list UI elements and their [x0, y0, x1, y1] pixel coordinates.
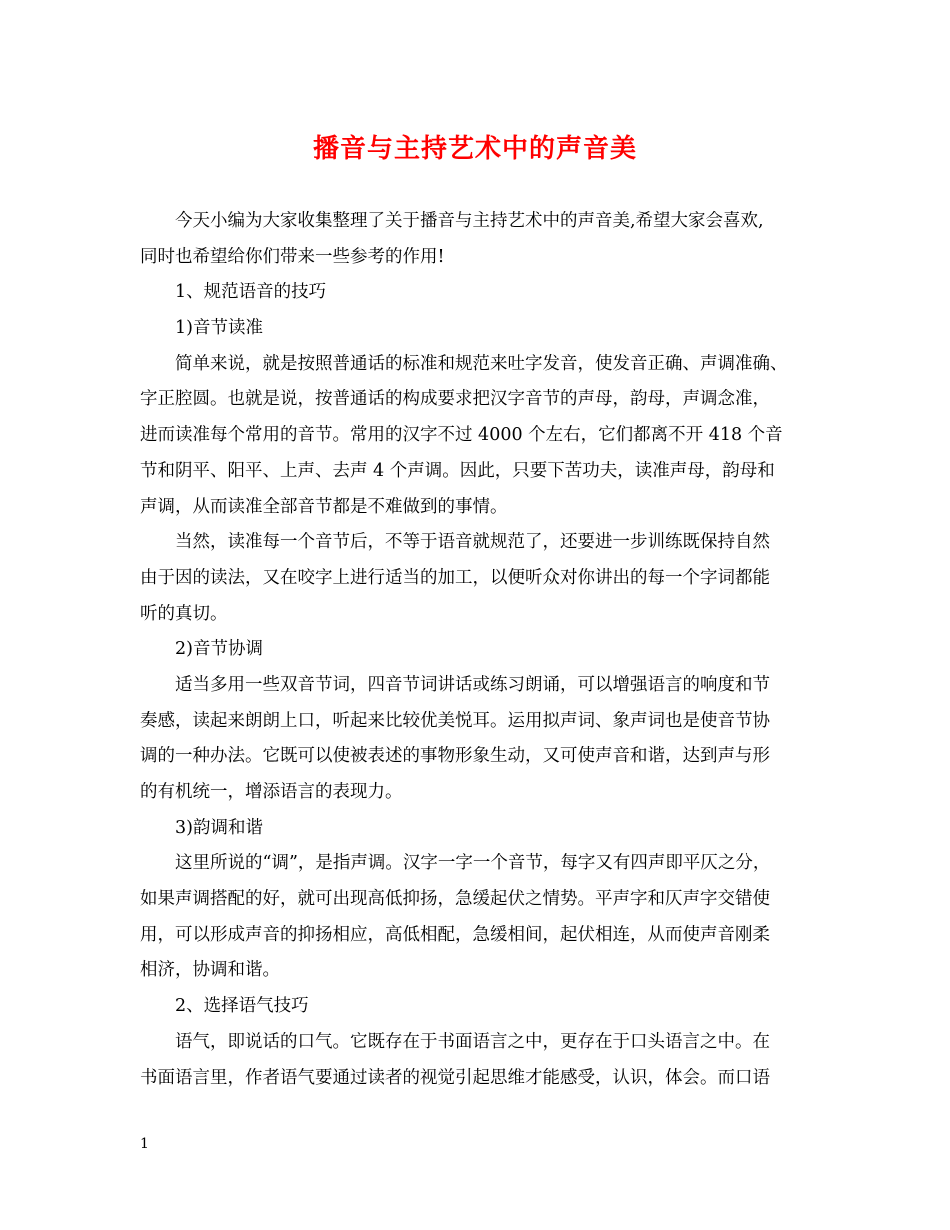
text-line: 的有机统一，增添语言的表现力。 — [140, 782, 403, 802]
document-title: 播音与主持艺术中的声音美 — [312, 134, 637, 164]
text-line: 进而读准每个常用的音节。常用的汉字不过 4000 个左右，它们都离不开 418 个音 — [140, 425, 783, 446]
page-number: 1 — [140, 1136, 149, 1152]
text-line: 语气，即说话的口气。它既存在于书面语言之中，更存在于口头语言之中。在 — [175, 1031, 770, 1052]
text-line: 如果声调搭配的好，就可出现高低抑扬，急缓起伏之情势。平声字和仄声字交错使 — [140, 889, 770, 910]
text-line: 字正腔圆。也就是说，按普通话的构成要求把汉字音节的声母，韵母，声调念准， — [140, 389, 770, 410]
text-line: 简单来说，就是按照普通话的标准和规范来吐字发音，使发音正确、声调准确、 — [175, 353, 788, 374]
text-line: 声调，从而读准全部音节都是不难做到的事情。 — [140, 496, 508, 517]
document-body — [140, 204, 815, 1096]
text-line: 书面语言里，作者语气要通过读者的视觉引起思维才能感受，认识，体会。而口语 — [140, 1067, 770, 1088]
text-line: 奏感，读起来朗朗上口，听起来比较优美悦耳。运用拟声词、象声词也是使音节协 — [140, 710, 770, 731]
text-line: 听的真切。 — [140, 603, 228, 624]
text-line: 1)音节读准 — [175, 318, 263, 339]
text-line: 当然，读准每一个音节后，不等于语音就规范了，还要进一步训练既保持自然 — [175, 532, 770, 553]
text-line: 3)韵调和谐 — [175, 817, 263, 838]
text-line: 这里所说的“调”，是指声调。汉字一字一个音节，每字又有四声即平仄之分， — [175, 853, 771, 874]
text-line: 2、选择语气技巧 — [175, 996, 309, 1017]
text-line: 调的一种办法。它既可以使被表述的事物形象生动，又可使声音和谐，达到声与形 — [140, 746, 770, 767]
text-line: 今天小编为大家收集整理了关于播音与主持艺术中的声音美,希望大家会喜欢, — [175, 211, 764, 231]
text-line: 适当多用一些双音节词，四音节词讲话或练习朗诵，可以增强语言的响度和节 — [175, 674, 770, 695]
text-line: 同时也希望给你们带来一些参考的作用! — [140, 246, 445, 267]
text-line: 2)音节协调 — [175, 639, 263, 660]
text-line: 1、规范语音的技巧 — [175, 282, 327, 303]
text-line: 由于因的读法，又在咬字上进行适当的加工，以便听众对你讲出的每一个字词都能 — [140, 567, 770, 588]
text-line: 节和阴平、阳平、上声、去声 4 个声调。因此，只要下苦功夫，读准声母，韵母和 — [140, 460, 775, 481]
text-line: 相济，协调和谐。 — [140, 960, 280, 981]
text-line: 用，可以形成声音的抑扬相应，高低相配，急缓相间，起伏相连，从而使声音刚柔 — [140, 924, 770, 945]
